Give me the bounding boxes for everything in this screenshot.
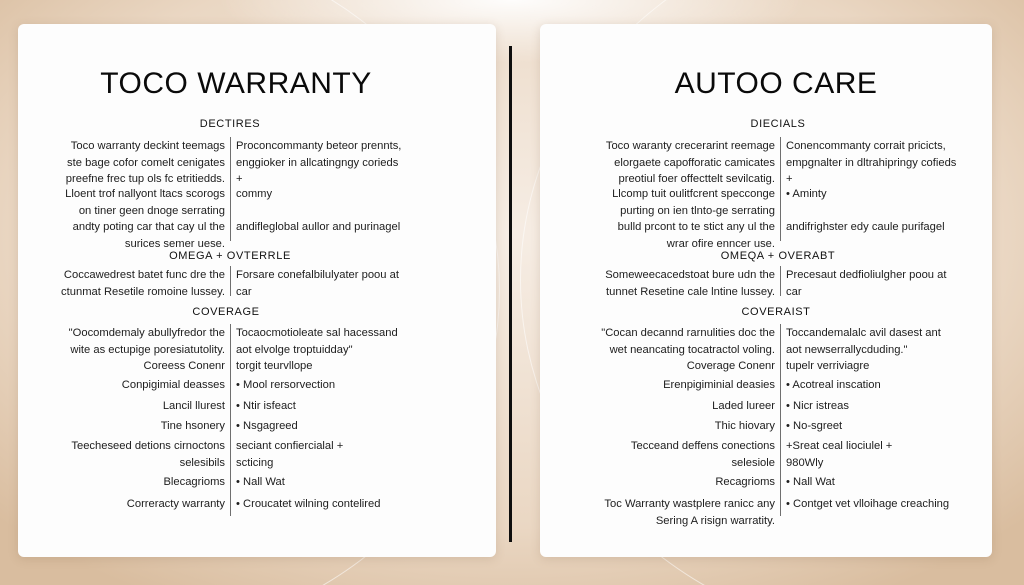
right-row-label: Tecceand deffens conections selesiole [630,440,775,469]
left-row-label: Blecagrioms [163,476,225,488]
right-title: AUTOO CARE [674,67,878,100]
left-row-label: Toco warranty deckint teemags ste bage cofor comelt cenigates preefne frec tup ols fc etritiedds. [65,140,225,185]
right-row-value: • Nicr istreas [786,400,849,412]
right-row-value: Conencommanty corrait pricicts, empgnalter in dltrahipringy cofieds + [786,140,957,185]
left-row-label: Coccawedrest batet func dre the ctunmat Resetile romoine lussey. [61,269,225,298]
right-row-label: Recagrioms [715,476,775,488]
left-row-label: "Oocomdemaly abullyfredor the wite as ectupige poresiatutolity. Coreess Conenr [68,327,225,372]
left-row-label: Lloent trof nallyont ltacs scorogs on tiner geen dnoge serrating andty poting car that cay ul the surices semer uese. [65,188,225,250]
left-row-label: Tine hsonery [160,420,225,432]
left-row-label: Teecheseed detions cirnoctons selesibils [71,440,225,469]
left-row-label: Lancil llurest [162,400,225,412]
right-row-value: • Acotreal inscation [786,379,881,391]
right-row-value: +Sreat ceal liociulel + 980Wly [786,440,893,469]
right-row-label: Laded lureer [712,400,775,412]
left-row-label: Conpigimial deasses [121,379,225,391]
right-row-value: • Aminty andifrighster edy caule purifagel [786,188,945,233]
right-column-rule [780,266,781,296]
center-divider [509,46,512,542]
left-row-value: Tocaocmotioleate sal hacessand aot elvolge troptuidday" torgit teurvllope [236,327,398,372]
left-column-rule [230,324,231,516]
left-section-heading: COVERAGE [192,306,260,318]
right-row-value: • Contget vet vlloihage creaching [786,498,950,510]
left-row-value: • Mool rersorvection [236,379,336,391]
right-section-heading: DIECIALS [750,118,806,130]
right-row-label: "Cocan decannd rarnulities doc the wet neancating tocatractol voling. Coverage Conenr [601,327,775,372]
right-row-label: Toco waranty crecerarint reemage elorgaete capofforatic camicates preotiul foer offecttelt sevilcatig. [605,140,775,185]
right-row-label: Thic hiovary [714,420,775,432]
left-column-rule [230,137,231,241]
left-section-heading: DECTIRES [199,118,261,130]
right-section-heading: OMEQA + OVERABT [720,250,836,262]
right-row-value: • Nall Wat [786,476,835,488]
right-row-label: Erenpigiminial deasies [663,379,775,391]
left-row-label: Correracty warranty [126,498,225,510]
left-column-rule [230,266,231,296]
right-row-value: Toccandemalalc avil dasest ant aot newserrallycduding." tupelr verriviagre [786,327,941,372]
right-column-rule [780,324,781,516]
left-row-value: • Ntir isfeact [236,400,296,412]
left-row-value: Proconcommanty beteor prennts, enggioker in allcatingngy corieds + [236,140,402,185]
left-row-value: Forsare conefalbilulyater poou at car [236,269,399,298]
right-row-value: Precesaut dedfioliulgher poou at car [786,269,947,298]
right-row-label: Toc Warranty wastplere ranicc any Sering A risign warratity. [604,498,775,527]
left-row-value: • Nsgagreed [236,420,298,432]
right-section-heading: COVERAIST [741,306,811,318]
right-column-rule [780,137,781,241]
right-row-label: Llcomp tuit oulitfcrent specconge purting on ien tlnto-ge serrating bulld prcont to te stict any ul the wrar ofire enncer use. [612,188,775,250]
left-row-value: commy andifleglobal aullor and purinagel [236,188,401,233]
left-row-value: seciant confiercialal + scticing [236,440,344,469]
left-title: TOCO WARRANTY [100,67,372,100]
left-row-value: • Nall Wat [236,476,285,488]
right-row-value: • No-sgreet [786,420,843,432]
left-row-value: • Croucatet wilning contelired [236,498,381,510]
left-section-heading: OMEGA + OVTERRLE [169,250,291,262]
right-row-label: Someweecacedstoat bure udn the tunnet Resetine cale lntine lussey. [605,269,775,298]
